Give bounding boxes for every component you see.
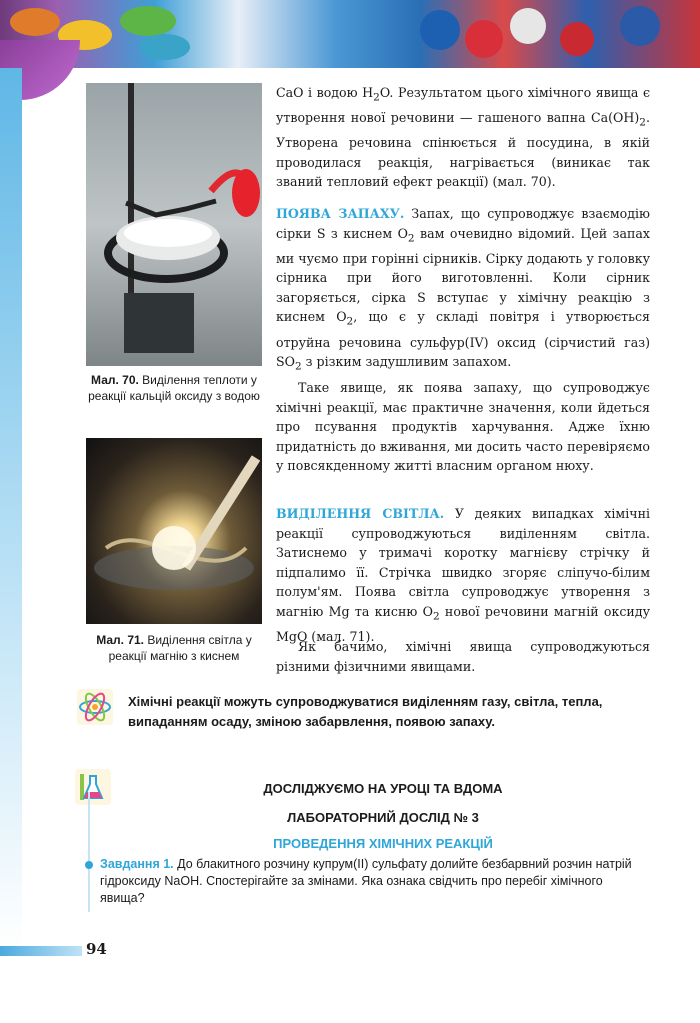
figure-71-label: Мал. 71. xyxy=(96,633,145,647)
figure-71-text: Виділення світла у реакції магнію з киснем xyxy=(108,633,252,663)
left-margin-stripe xyxy=(0,68,22,948)
task-bullet-icon xyxy=(85,861,93,869)
lab-heading-1: ДОСЛІДЖУЄМО НА УРОЦІ ТА ВДОМА xyxy=(263,781,503,796)
lab-heading-3: ПРОВЕДЕННЯ ХІМІЧНИХ РЕАКЦІЙ xyxy=(273,836,493,851)
subscript: 2 xyxy=(432,610,440,623)
subscript: 2 xyxy=(639,116,646,129)
term-light: ВИДІЛЕННЯ СВІТЛА. xyxy=(276,506,445,521)
flask-icon xyxy=(74,768,112,806)
lab-heading-2: ЛАБОРАТОРНИЙ ДОСЛІД № 3 xyxy=(287,810,479,825)
lab-section-rail xyxy=(88,792,90,912)
paragraph-smell-practical xyxy=(276,378,650,476)
text-segment: . Утворена речовина спінюється й посудина, в якій проводилася реакція, нагрівається (виникає так званий тепловий ефект реакції) (мал. 70). xyxy=(276,110,650,190)
figure-70-photo xyxy=(86,83,262,366)
subscript: 2 xyxy=(294,360,302,373)
text-segment: Таке явище, як поява запаху, що супроводжує хімічні реакції, має практичне значення, коли йдеться про псування продуктів харчування. Адже їхню придатність до вживання, ми досить часто перевіряємо у повсякденному житті власним органом нюху. xyxy=(276,380,650,474)
figure-70-text: Виділення теплоти у реакції кальцій оксиду з водою xyxy=(88,373,260,403)
footer-stripe xyxy=(0,946,82,956)
text-segment: O. Результатом цього хімічного явища є утворення нової речовини — гашеного вапна Ca(OH) xyxy=(276,85,650,126)
figure-70-caption xyxy=(86,372,262,404)
figure-70-label: Мал. 70. xyxy=(91,373,139,387)
figure-71-photo xyxy=(86,438,262,624)
task-label: Завдання 1. xyxy=(100,857,174,871)
paragraph-conclusion xyxy=(276,637,650,676)
task-text: До блакитного розчину купрум(II) сульфату долийте безбарвний розчин натрій гідроксиду NaOH. Спостерігайте за змінами. Яка ознака свідчить про перебіг хімічного явища? xyxy=(100,857,632,905)
text-segment: Як бачимо, хімічні явища супроводжуються різними фізичними явищами. xyxy=(276,639,650,674)
text-segment: вам очевидно відомий. Цей запах ми чуємо при горінні сірників. Сірку додають у головку сірника при його виготовленні. Коли сірник загоряється, сірка S вступає у хімічну реакцію з киснем O xyxy=(276,225,650,325)
key-summary: Хімічні реакції можуть супроводжуватися виділенням газу, світла, тепла, випаданням осаду, зміною забарвлення, появою запаху. xyxy=(128,694,603,729)
paragraph-cao-reaction xyxy=(276,83,650,192)
text-segment: нової речовини магній оксиду MgO (мал. 71). xyxy=(276,603,650,645)
subscript: 2 xyxy=(373,91,380,104)
text-segment: , що є у складі повітря і утворюється отруйна речовина сульфур(IV) оксид (сірчистий газ) SO xyxy=(276,309,650,370)
text-segment: Запах, що супроводжує взаємодію сірки S з киснем O xyxy=(276,206,650,241)
page-number: 94 xyxy=(86,940,107,958)
task-1 xyxy=(100,856,650,907)
atom-icon xyxy=(76,688,114,726)
text-segment: з різким задушливим запахом. xyxy=(301,354,512,370)
header-banner-image xyxy=(0,0,700,68)
paragraph-light xyxy=(276,504,650,647)
term-smell: ПОЯВА ЗАПАХУ. xyxy=(276,206,405,221)
text-segment: CaO і водою H xyxy=(276,85,374,100)
paragraph-smell xyxy=(276,204,650,377)
subscript: 2 xyxy=(407,232,415,245)
subscript: 2 xyxy=(346,316,354,328)
text-segment: У деяких випадках хімічні реакції супроводжуються виділенням світла. Затиснемо у тримачі коротку магнієву стрічку й підпалимо її. Стрічка швидко згоряє сліпучо-білим полум'ям. Поява світла супроводжує утворення з магнію Mg та кисню O xyxy=(276,506,650,619)
figure-71-caption xyxy=(86,632,262,664)
